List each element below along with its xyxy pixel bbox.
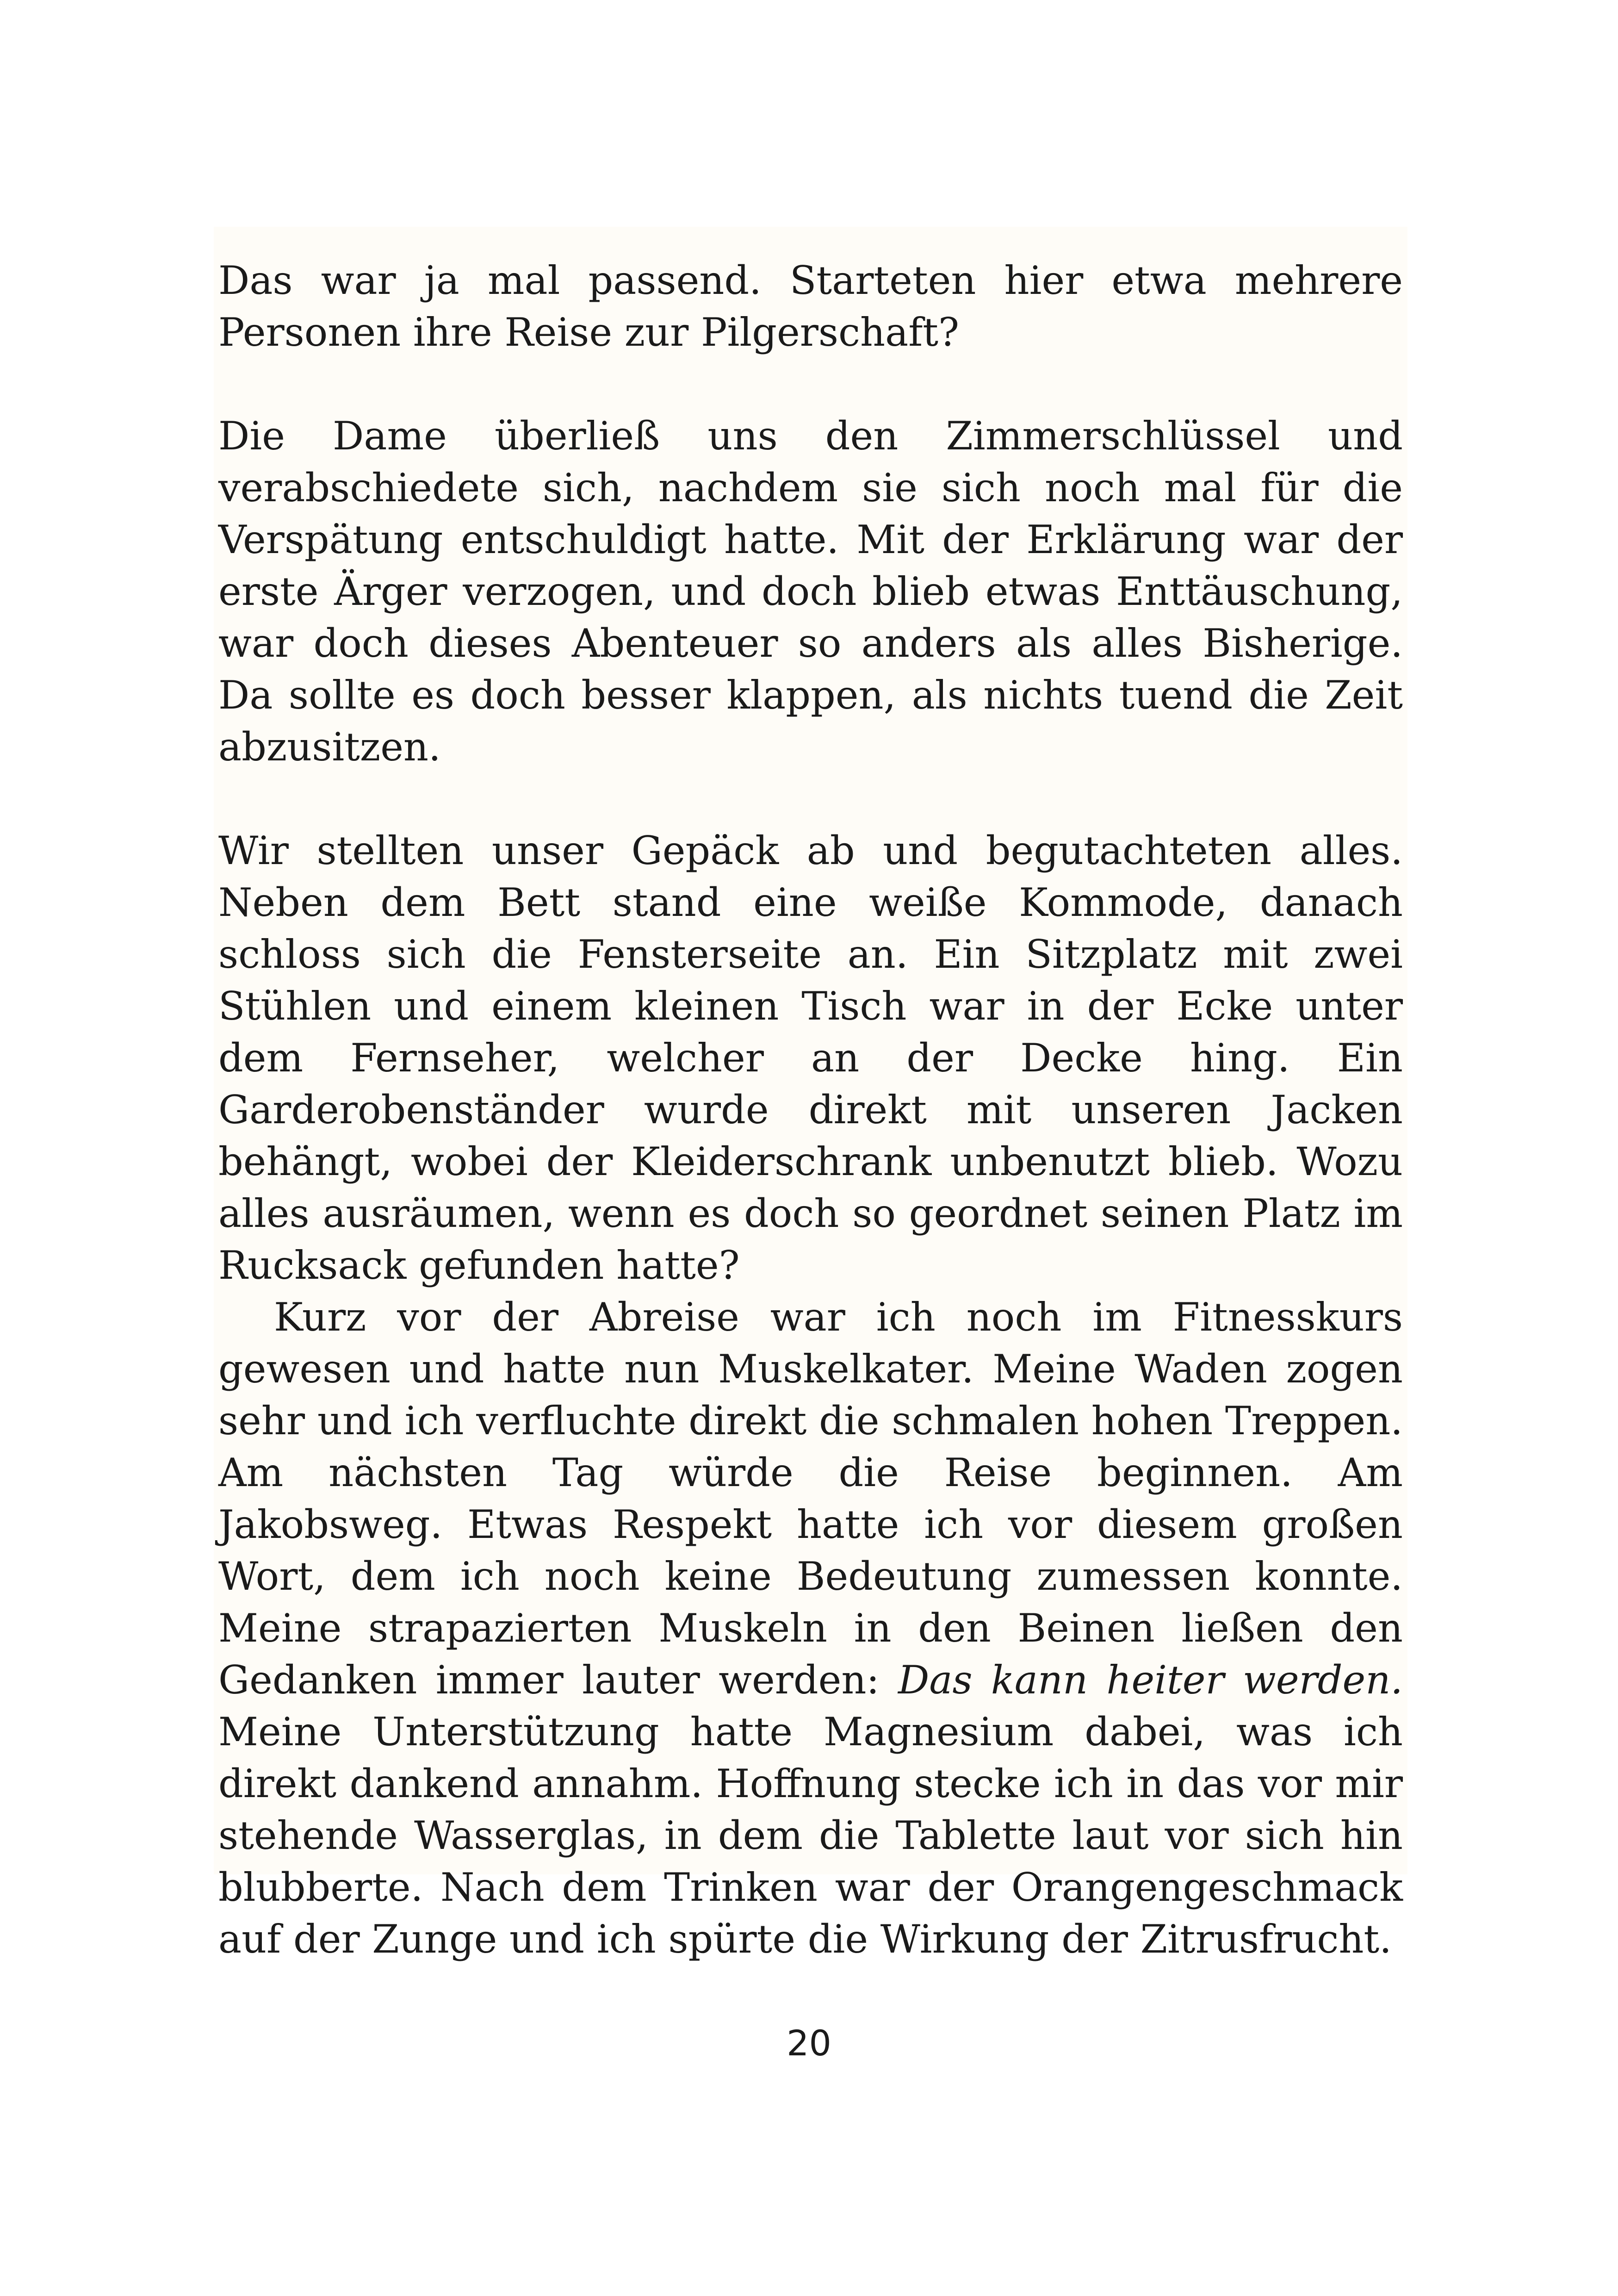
page-number: 20 xyxy=(787,2022,831,2064)
paragraph-4-italic-phrase: Das kann heiter werden. xyxy=(898,1657,1403,1703)
paragraph-2: Die Dame überließ uns den Zimmerschlüssel und verabschiedete sich, nachdem sie sich noch mal für die Verspätung entschuldigt hatte. Mit der Erklärung war der erste Ärger verzogen, und doch blieb etwas Enttäuschung, war doch dieses Abenteuer so anders als alles Bisherige. Da sollte es doch besser klappen, als nichts tuend die Zeit abzusitzen. xyxy=(218,413,1403,770)
paragraph-4-text-after: Meine Unterstützung hatte Magnesium dabei, was ich direkt dankend annahm. Hoffnung stecke ich in das vor mir stehende Wasserglas, in dem die Tablette laut vor sich hin blubberte. Nach dem Trinken war der Orangengeschmack auf der Zunge und ich spürte die Wirkung der Zitrusfrucht. xyxy=(218,1709,1403,1962)
paragraph-3: Wir stellten unser Gepäck ab und begutachteten alles. Neben dem Bett stand eine weiße Kommode, danach schloss sich die Fensterseite an. Ein Sitzplatz mit zwei Stühlen und einem kleinen Tisch war in der Ecke unter dem Fernseher, welcher an der Decke hing. Ein Garderobenständer wurde direkt mit unseren Jacken behängt, wobei der Kleiderschrank unbenutzt blieb. Wozu alles ausräumen, wenn es doch so geordnet seinen Platz im Rucksack gefunden hatte? xyxy=(218,828,1403,1288)
paragraph-1: Das war ja mal passend. Starteten hier etwa mehrere Personen ihre Reise zur Pilgerschaft? xyxy=(218,258,1403,355)
text-block xyxy=(214,227,1407,1962)
paragraph-4-text-before: Kurz vor der Abreise war ich noch im Fitnesskurs gewesen und hatte nun Muskelkater. Meine Waden zogen sehr und ich verfluchte direkt die schmalen hohen Treppen. Am nächsten Tag würde die Reise beginnen. Am Jakobsweg. Etwas Respekt hatte ich vor diesem großen Wort, dem ich noch keine Bedeutung zumessen konnte. Meine strapazierten Muskeln in den Beinen ließen den Gedanken immer lauter werden: xyxy=(218,1294,1403,1703)
paragraph-4 xyxy=(218,1291,1403,1965)
